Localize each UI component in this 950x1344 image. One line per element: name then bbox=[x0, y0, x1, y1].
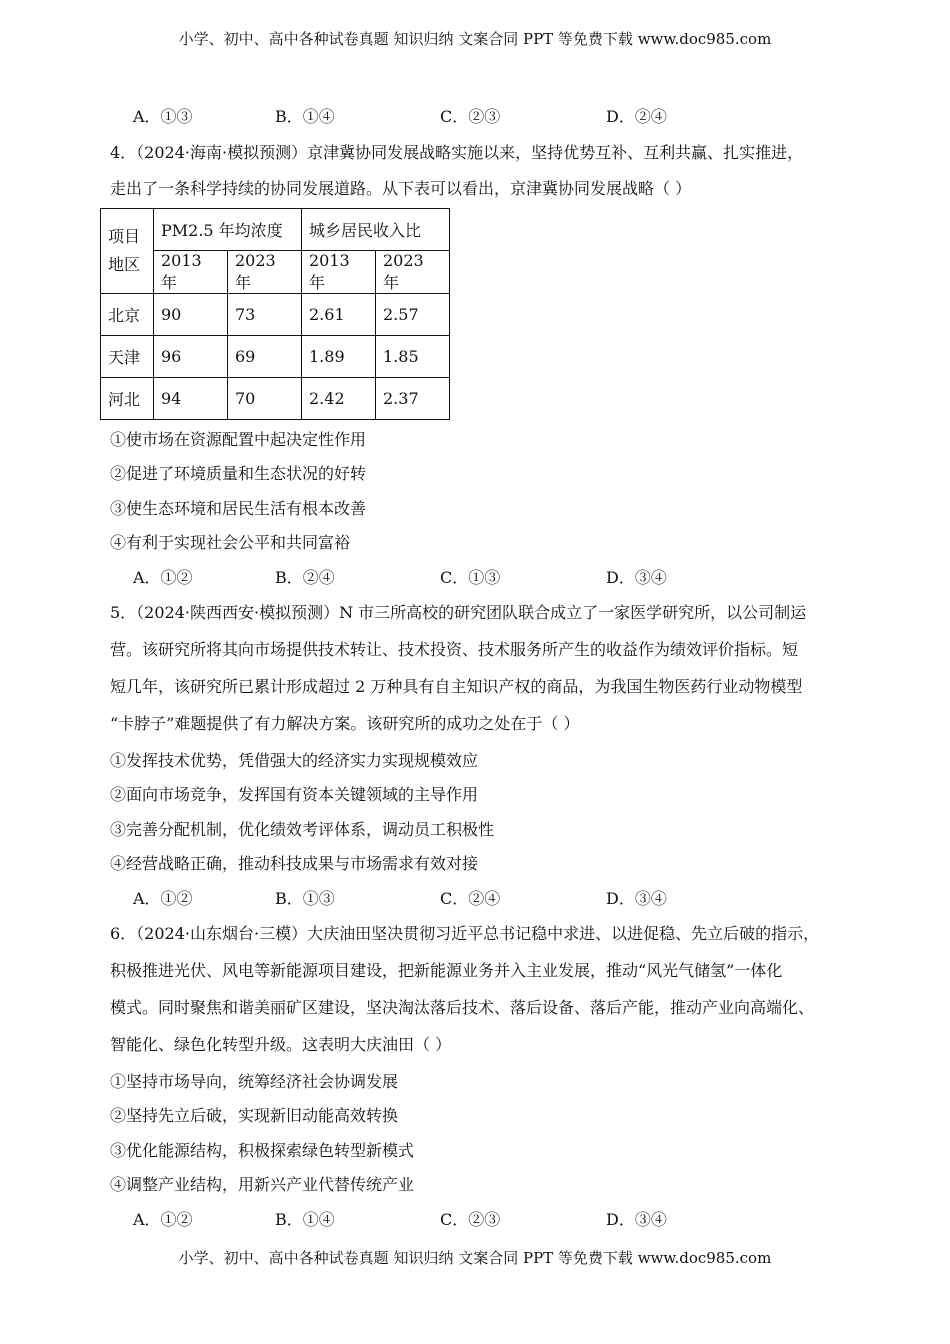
table-corner-top: 项目 bbox=[108, 227, 141, 246]
q4-option-d[interactable]: D．③④ bbox=[606, 568, 667, 587]
q5-option-a[interactable]: A．①② bbox=[133, 889, 193, 908]
q6-stem-line-2: 积极推进光伏、风电等新能源项目建设，把新能源业务并入主业发展，推动“风光气储氢”一体化 bbox=[110, 961, 783, 980]
q5-stem-line-3: 短几年，该研究所已累计形成超过 2 万种具有自主知识产权的商品，为我国生物医药行业动物模型 bbox=[110, 677, 803, 696]
q5-stem-line-4: “卡脖子”难题提供了有力解决方案。该研究所的成功之处在于（ ） bbox=[110, 714, 580, 733]
q5-statement-4: ④经营战略正确，推动科技成果与市场需求有效对接 bbox=[110, 854, 479, 873]
table-group-income-ratio: 城乡居民收入比 bbox=[302, 209, 450, 251]
q5-statement-3: ③完善分配机制，优化绩效考评体系，调动员工积极性 bbox=[110, 820, 495, 839]
table-value-cell: 69 bbox=[228, 336, 302, 378]
table-year-header: 2013 年 bbox=[154, 251, 228, 294]
table-value-cell: 1.85 bbox=[376, 336, 450, 378]
table-year-header: 2023 年 bbox=[376, 251, 450, 294]
q4-statement-3: ③使生态环境和居民生活有根本改善 bbox=[110, 499, 367, 518]
q4-option-b[interactable]: B．②④ bbox=[275, 568, 335, 587]
q4-option-c[interactable]: C．①③ bbox=[440, 568, 501, 587]
q6-options bbox=[133, 1207, 753, 1231]
table-value-cell: 73 bbox=[228, 294, 302, 336]
q6-statement-3: ③优化能源结构，积极探索绿色转型新模式 bbox=[110, 1141, 415, 1160]
q3-option-c[interactable]: C．②③ bbox=[440, 107, 501, 126]
table-value-cell: 90 bbox=[154, 294, 228, 336]
q4-statement-4: ④有利于实现社会公平和共同富裕 bbox=[110, 533, 351, 552]
q6-option-a[interactable]: A．①② bbox=[133, 1210, 193, 1229]
table-value-cell: 2.57 bbox=[376, 294, 450, 336]
table-region-cell: 河北 bbox=[101, 378, 154, 420]
q5-statement-2: ②面向市场竞争，发挥国有资本关键领域的主导作用 bbox=[110, 785, 479, 804]
q4-stem-line-1: 4．（2024·海南·模拟预测）京津冀协同发展战略实施以来，坚持优势互补、互利共赢、扎实推进， bbox=[110, 143, 804, 162]
table-value-cell: 2.61 bbox=[302, 294, 376, 336]
q6-statement-1: ①坚持市场导向，统筹经济社会协调发展 bbox=[110, 1072, 399, 1091]
q3-option-a[interactable]: A．①③ bbox=[133, 107, 193, 126]
q4-statement-2: ②促进了环境质量和生态状况的好转 bbox=[110, 464, 367, 483]
q3-options bbox=[133, 104, 753, 128]
q3-option-d[interactable]: D．②④ bbox=[606, 107, 667, 126]
table-corner-bottom: 地区 bbox=[108, 255, 141, 274]
table-year-header: 2023 年 bbox=[228, 251, 302, 294]
q6-stem-line-3: 模式。同时聚焦和谐美丽矿区建设，坚决淘汰落后技术、落后设备、落后产能，推动产业向高端化、 bbox=[110, 998, 815, 1017]
q5-statement-1: ①发挥技术优势，凭借强大的经济实力实现规模效应 bbox=[110, 751, 479, 770]
q6-option-c[interactable]: C．②③ bbox=[440, 1210, 501, 1229]
table-year-header: 2013 年 bbox=[302, 251, 376, 294]
q6-option-d[interactable]: D．③④ bbox=[606, 1210, 667, 1229]
q4-option-a[interactable]: A．①② bbox=[133, 568, 193, 587]
q6-option-b[interactable]: B．①④ bbox=[275, 1210, 335, 1229]
table-value-cell: 70 bbox=[228, 378, 302, 420]
table-value-cell: 2.42 bbox=[302, 378, 376, 420]
q5-option-d[interactable]: D．③④ bbox=[606, 889, 667, 908]
table-value-cell: 96 bbox=[154, 336, 228, 378]
table-value-cell: 2.37 bbox=[376, 378, 450, 420]
q6-stem-line-1: 6．（2024·山东烟台·三模）大庆油田坚决贯彻习近平总书记稳中求进、以进促稳、先立后破的指示， bbox=[110, 924, 820, 943]
table-row bbox=[101, 336, 450, 378]
q5-option-c[interactable]: C．②④ bbox=[440, 889, 501, 908]
q5-stem-line-1: 5．（2024·陕西西安·模拟预测）N 市三所高校的研究团队联合成立了一家医学研究所，以公司制运 bbox=[110, 603, 807, 622]
q6-statement-2: ②坚持先立后破，实现新旧动能高效转换 bbox=[110, 1106, 399, 1125]
table-value-cell: 94 bbox=[154, 378, 228, 420]
page-footer: 小学、初中、高中各种试卷真题 知识归纳 文案合同 PPT 等免费下载 www.doc985.com bbox=[178, 1249, 772, 1267]
table-region-cell: 天津 bbox=[101, 336, 154, 378]
q4-data-table bbox=[100, 208, 450, 420]
q6-statement-4: ④调整产业结构，用新兴产业代替传统产业 bbox=[110, 1175, 415, 1194]
q5-stem-line-2: 营。该研究所将其向市场提供技术转让、技术投资、技术服务所产生的收益作为绩效评价指标。短 bbox=[110, 640, 799, 659]
q4-stem-line-2: 走出了一条科学持续的协同发展道路。从下表可以看出，京津冀协同发展战略（ ） bbox=[110, 179, 692, 198]
q5-option-b[interactable]: B．①③ bbox=[275, 889, 335, 908]
table-group-pm25: PM2.5 年均浓度 bbox=[154, 209, 302, 251]
table-row bbox=[101, 378, 450, 420]
table-corner-header bbox=[101, 209, 154, 294]
table-region-cell: 北京 bbox=[101, 294, 154, 336]
q4-statement-1: ①使市场在资源配置中起决定性作用 bbox=[110, 430, 367, 449]
page-header: 小学、初中、高中各种试卷真题 知识归纳 文案合同 PPT 等免费下载 www.doc985.com bbox=[178, 30, 772, 48]
table-row bbox=[101, 294, 450, 336]
q6-stem-line-4: 智能化、绿色化转型升级。这表明大庆油田（ ） bbox=[110, 1035, 452, 1054]
q4-options bbox=[133, 565, 753, 589]
q5-options bbox=[133, 886, 753, 910]
q3-option-b[interactable]: B．①④ bbox=[275, 107, 335, 126]
table-value-cell: 1.89 bbox=[302, 336, 376, 378]
